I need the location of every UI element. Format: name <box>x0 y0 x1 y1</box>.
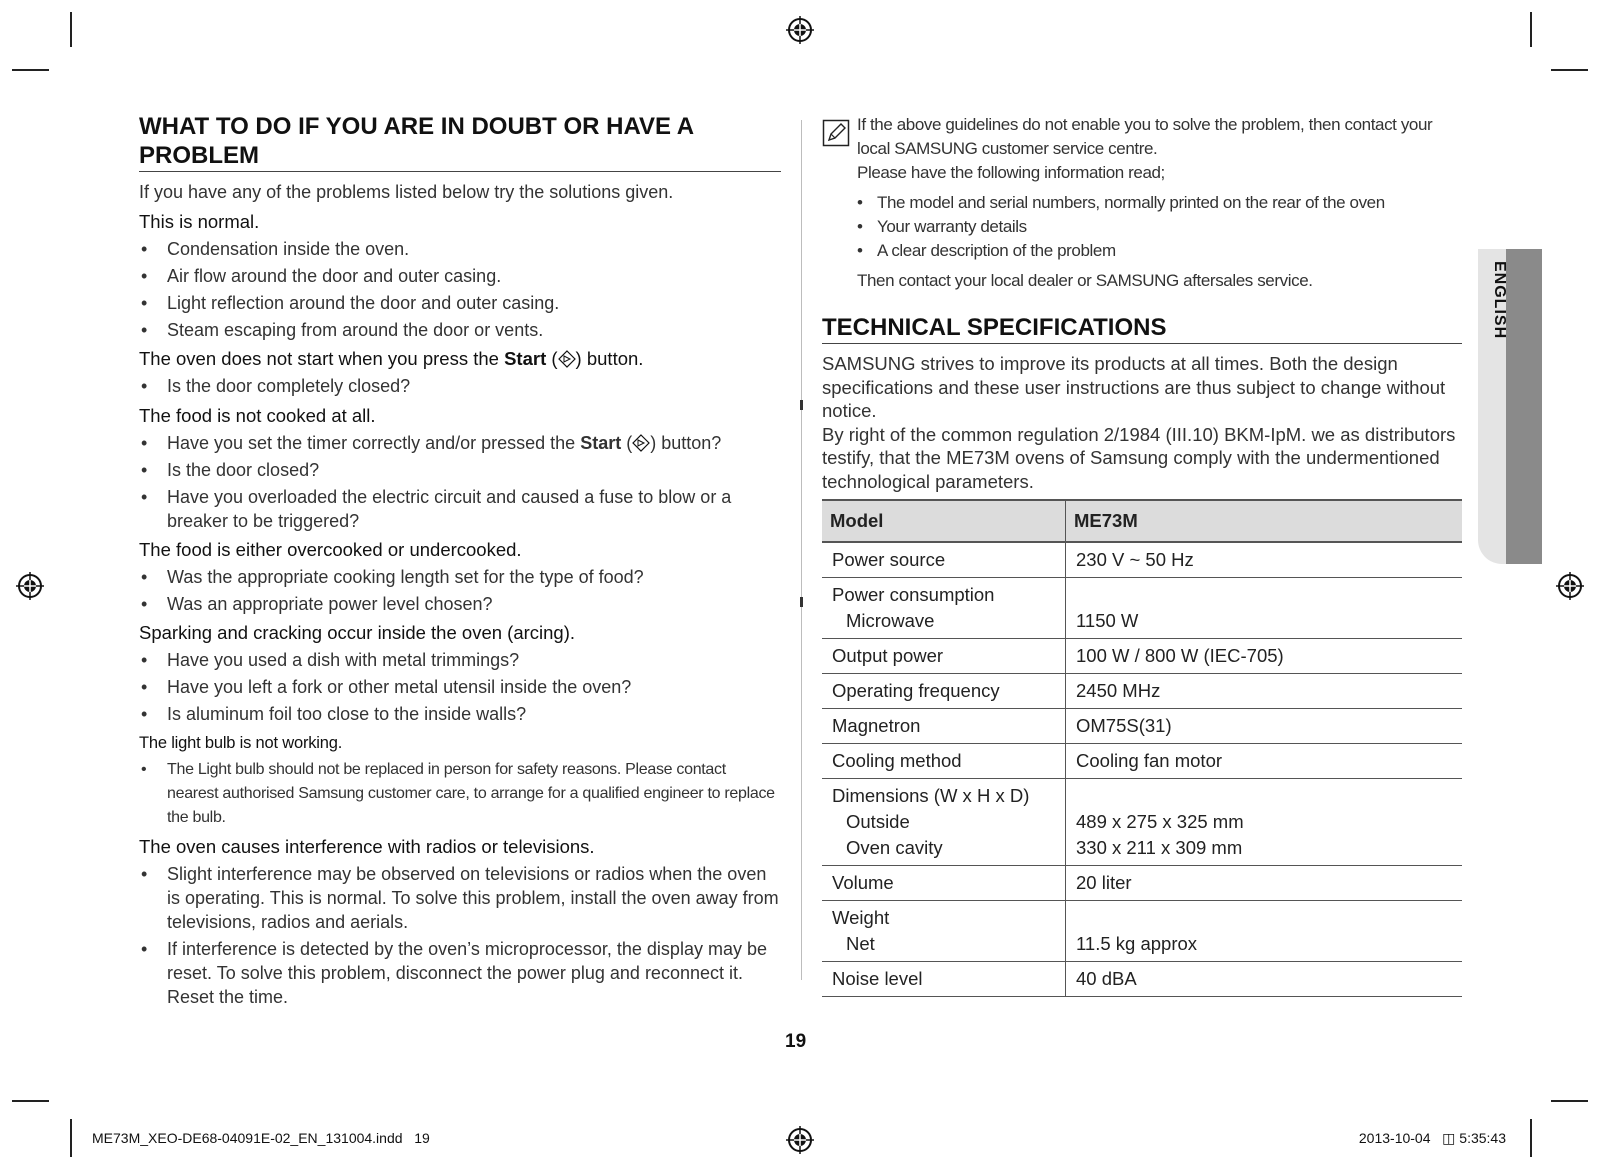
list-item: • If interference is detected by the oven’s microprocessor, the display may be reset. To solve this problem, disconnect the power plug and reconnect it. Reset the time. <box>139 937 779 1009</box>
specs-table <box>822 499 1462 997</box>
registration-mark-icon <box>786 16 814 44</box>
section-title: WHAT TO DO IF YOU ARE IN DOUBT OR HAVE A PROBLEM <box>139 113 694 169</box>
start-diamond-icon <box>558 350 576 368</box>
table-row <box>822 901 1462 962</box>
table-header-row <box>822 500 1462 542</box>
language-tab-bar <box>1506 249 1542 564</box>
list-item: • Have you set the timer correctly and/or pressed the Start ( ) button? <box>139 431 779 455</box>
table-cell: 100 W / 800 W (IEC-705) <box>1066 639 1463 674</box>
table-cell: Cooling method <box>822 744 1066 779</box>
table-cell: 489 x 275 x 325 mm 330 x 211 x 309 mm <box>1066 779 1463 866</box>
specs-paragraph: SAMSUNG strives to improve its products at all times. Both the design specifications and these user instructions are thus subject to change without notice. <box>822 353 1446 421</box>
list-item: • Is the door closed? <box>139 458 779 482</box>
list-item: • Was an appropriate power level chosen? <box>139 592 779 616</box>
solution-list <box>139 862 779 1009</box>
table-cell: Output power <box>822 639 1066 674</box>
solution-list <box>139 758 779 830</box>
list-item: • Have you overloaded the electric circuit and caused a fuse to blow or a breaker to be triggered? <box>139 485 779 533</box>
solution-list <box>139 374 779 398</box>
title-rule <box>822 343 1462 344</box>
note-block <box>822 113 1442 293</box>
table-row <box>822 866 1462 901</box>
note-text: Please have the following information read; <box>857 163 1165 182</box>
list-item: • Condensation inside the oven. <box>139 237 779 261</box>
solution-list <box>139 565 779 616</box>
table-row <box>822 578 1462 639</box>
note-list <box>857 191 1442 263</box>
table-row <box>822 779 1462 866</box>
divider-mark <box>800 400 803 410</box>
list-item: • Steam escaping from around the door or vents. <box>139 318 779 342</box>
table-cell: 230 V ~ 50 Hz <box>1066 542 1463 578</box>
table-row <box>822 962 1462 997</box>
problem-heading: Sparking and cracking occur inside the oven (arcing). <box>139 622 576 643</box>
registration-mark-icon <box>1556 572 1584 600</box>
start-label: Start <box>580 433 622 453</box>
problem-heading: The oven does not start when you press the Start ( ) button. <box>139 348 644 369</box>
table-row <box>822 709 1462 744</box>
note-text: Then contact your local dealer or SAMSUNG aftersales service. <box>857 271 1313 290</box>
list-item: • Have you left a fork or other metal utensil inside the oven? <box>139 675 779 699</box>
crop-mark <box>1530 12 1532 47</box>
print-slug-filename: ME73M_XEO-DE68-04091E-02_EN_131004.indd 19 <box>92 1130 430 1146</box>
problem-heading: The food is either overcooked or undercooked. <box>139 539 522 560</box>
problem-heading: The light bulb is not working. <box>139 734 343 752</box>
note-pencil-icon <box>822 119 850 147</box>
problem-heading: The food is not cooked at all. <box>139 405 376 426</box>
table-cell: 40 dBA <box>1066 962 1463 997</box>
list-item: • Your warranty details <box>857 215 1442 239</box>
list-item: • Air flow around the door and outer casing. <box>139 264 779 288</box>
specs-section <box>822 314 1462 493</box>
problem-heading: The oven causes interference with radios or televisions. <box>139 836 595 857</box>
table-cell: Magnetron <box>822 709 1066 744</box>
table-row <box>822 674 1462 709</box>
crop-mark <box>1551 69 1588 71</box>
registration-mark-icon <box>786 1126 814 1154</box>
divider-mark <box>800 597 803 607</box>
start-label: Start <box>504 348 547 369</box>
intro-text: If you have any of the problems listed below try the solutions given. <box>139 182 674 202</box>
table-cell: 2450 MHz <box>1066 674 1463 709</box>
registration-mark-icon <box>16 572 44 600</box>
list-item: • Light reflection around the door and outer casing. <box>139 291 779 315</box>
column-divider <box>801 120 802 980</box>
table-cell: Cooling fan motor <box>1066 744 1463 779</box>
table-cell: OM75S(31) <box>1066 709 1463 744</box>
page-number: 19 <box>785 1031 807 1052</box>
table-row <box>822 744 1462 779</box>
start-diamond-icon <box>632 434 650 452</box>
table-cell: Volume <box>822 866 1066 901</box>
table-row <box>822 639 1462 674</box>
crop-mark <box>12 69 49 71</box>
list-item: • The Light bulb should not be replaced in person for safety reasons. Please contact nearest authorised Samsung customer care, to arrange for a qualified engineer to replace the bulb. <box>139 758 779 830</box>
table-row <box>822 542 1462 578</box>
table-cell: Power consumption Microwave <box>822 578 1066 639</box>
table-cell: 1150 W <box>1066 578 1463 639</box>
table-cell: Weight Net <box>822 901 1066 962</box>
print-slug-timestamp: 2013-10-04 ◫ 5:35:43 <box>1358 1130 1506 1146</box>
table-header-cell: ME73M <box>1066 500 1463 542</box>
crop-mark <box>1530 1119 1532 1157</box>
crop-mark <box>12 1100 49 1102</box>
note-text: If the above guidelines do not enable you to solve the problem, then contact your local SAMSUNG customer service centre. <box>857 115 1433 158</box>
list-item: • A clear description of the problem <box>857 239 1442 263</box>
table-cell: Power source <box>822 542 1066 578</box>
specs-paragraph: By right of the common regulation 2/1984 (III.10) BKM-IpM. we as distributors testify, that the ME73M ovens of Samsung comply with the undermentioned technological parameters. <box>822 423 1456 492</box>
crop-mark <box>70 1119 72 1157</box>
table-cell: Operating frequency <box>822 674 1066 709</box>
table-header-cell: Model <box>822 500 1066 542</box>
crop-mark <box>70 12 72 47</box>
list-item: • Slight interference may be observed on televisions or radios when the oven is operating. This is normal. To solve this problem, install the oven away from televisions, radios and aerials. <box>139 862 779 934</box>
list-item: • The model and serial numbers, normally printed on the rear of the oven <box>857 191 1442 215</box>
list-item: • Is the door completely closed? <box>139 374 779 398</box>
troubleshooting-column <box>139 112 779 1014</box>
list-item: • Was the appropriate cooking length set for the type of food? <box>139 565 779 589</box>
solution-list <box>139 431 779 533</box>
table-cell: Dimensions (W x H x D) Outside Oven cavity <box>822 779 1066 866</box>
solution-list <box>139 237 779 342</box>
crop-mark <box>1551 1100 1588 1102</box>
section-title: TECHNICAL SPECIFICATIONS <box>822 314 1167 341</box>
solution-list <box>139 648 779 726</box>
list-item: • Have you used a dish with metal trimmings? <box>139 648 779 672</box>
problem-heading: This is normal. <box>139 211 260 232</box>
list-item: • Is aluminum foil too close to the inside walls? <box>139 702 779 726</box>
language-tab-label: ENGLISH <box>1491 261 1508 340</box>
language-tab <box>1478 249 1542 564</box>
table-cell: 20 liter <box>1066 866 1463 901</box>
table-cell: 11.5 kg approx <box>1066 901 1463 962</box>
title-rule <box>139 171 781 172</box>
table-cell: Noise level <box>822 962 1066 997</box>
